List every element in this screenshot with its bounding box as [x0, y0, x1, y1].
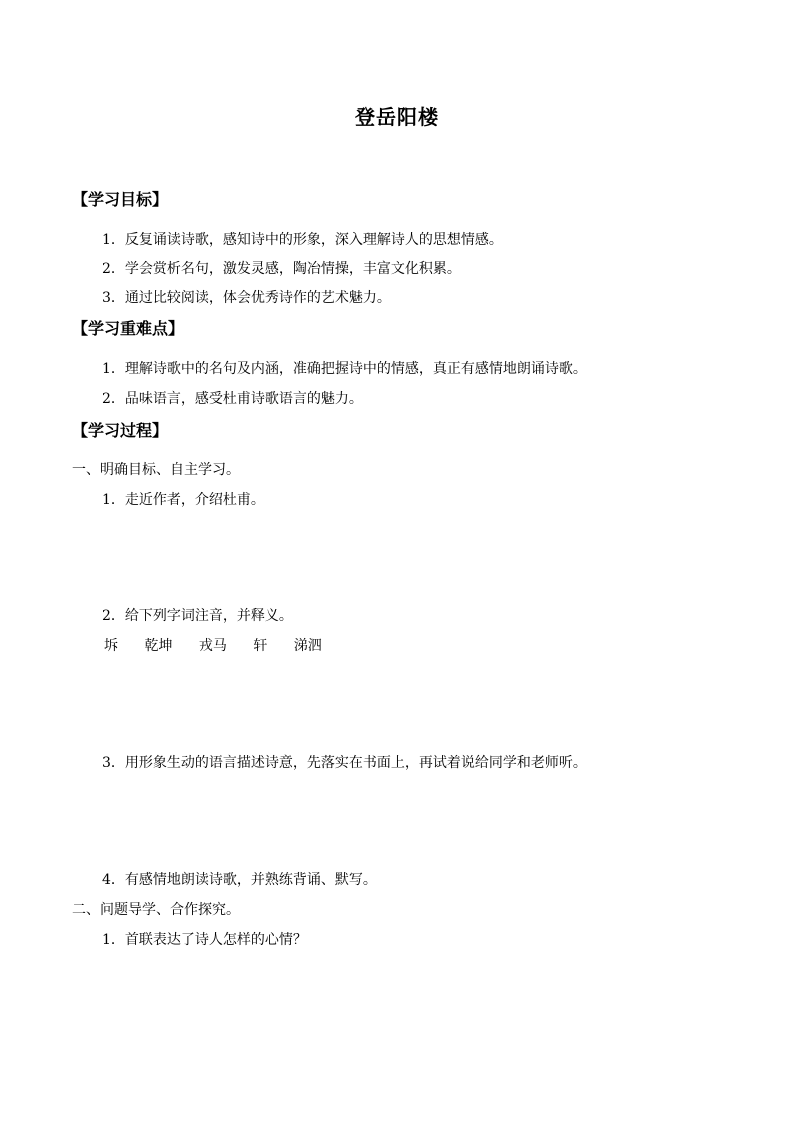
difficulty-item: 2．品味语言，感受杜甫诗歌语言的魅力。: [102, 391, 363, 407]
vocab-word: 乾坤: [144, 638, 173, 654]
vocab-word: 戎马: [198, 638, 227, 654]
part2-heading: 二、问题导学、合作探究。: [72, 902, 240, 918]
objectives-heading: 【学习目标】: [72, 190, 169, 209]
document-title: 登岳阳楼: [355, 105, 439, 129]
part1-heading: 一、明确目标、自主学习。: [72, 462, 240, 478]
process-heading: 【学习过程】: [72, 421, 169, 440]
vocab-word: 坼: [104, 638, 118, 654]
vocab-list: [104, 639, 344, 653]
part1-question-2: 2．给下列字词注音，并释义。: [102, 608, 293, 624]
difficulty-item: 1．理解诗歌中的名句及内涵，准确把握诗中的情感，真正有感情地朗诵诗歌。: [102, 361, 587, 377]
objective-item: 1．反复诵读诗歌，感知诗中的形象，深入理解诗人的思想情感。: [102, 232, 503, 248]
part1-question-4: 4．有感情地朗读诗歌，并熟练背诵、默写。: [102, 872, 377, 888]
objective-item: 3．通过比较阅读，体会优秀诗作的艺术魅力。: [102, 290, 391, 306]
vocab-word: 涕泗: [293, 638, 322, 654]
objective-item: 2．学会赏析名句，激发灵感，陶冶情操，丰富文化积累。: [102, 261, 461, 277]
vocab-word: 轩: [253, 638, 268, 654]
difficulties-heading: 【学习重难点】: [72, 319, 185, 338]
part2-question-1: 1．首联表达了诗人怎样的心情？: [102, 932, 307, 948]
part1-question-1: 1．走近作者，介绍杜甫。: [102, 492, 265, 508]
part1-question-3: 3．用形象生动的语言描述诗意，先落实在书面上，再试着说给同学和老师听。: [102, 755, 587, 771]
